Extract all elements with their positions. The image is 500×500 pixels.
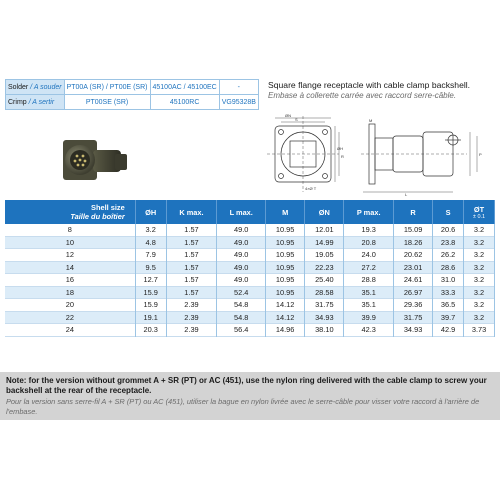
table-cell: 18 (5, 286, 135, 299)
ordering-label-en: Crimp (8, 98, 27, 106)
table-cell: 3.2 (464, 311, 495, 324)
table-cell: 8 (5, 224, 135, 236)
photo-clamp (115, 154, 127, 170)
table-cell: 15.9 (135, 299, 166, 312)
column-header (5, 200, 135, 224)
table-cell: 10 (5, 236, 135, 249)
table-cell: 4.8 (135, 236, 166, 249)
table-cell: 31.0 (433, 274, 464, 287)
column-header (393, 200, 432, 224)
table-cell: 1.57 (166, 236, 217, 249)
ordering-cell: PT00SE (SR) (64, 95, 150, 110)
table-row (5, 224, 495, 236)
table-cell: 15.09 (393, 224, 432, 236)
table-row (5, 236, 495, 249)
table-cell: 1.57 (166, 261, 217, 274)
ordering-cell: VG95328B (219, 95, 258, 110)
table-cell: 35.1 (344, 286, 394, 299)
drawing-label-4: 4×Ø T (305, 186, 317, 191)
column-header-label: K max. (179, 207, 204, 217)
column-header-en: Shell size (91, 203, 125, 212)
connector-photo (55, 128, 135, 198)
table-cell: 22 (5, 311, 135, 324)
table-cell: 26.2 (433, 249, 464, 262)
table-cell: 14.12 (266, 299, 305, 312)
table-cell: 23.8 (433, 236, 464, 249)
column-header (344, 200, 394, 224)
table-cell: 20.62 (393, 249, 432, 262)
table-cell: 14 (5, 261, 135, 274)
table-cell: 35.1 (344, 299, 394, 312)
table-cell: 23.01 (393, 261, 432, 274)
table-cell: 54.8 (217, 299, 266, 312)
table-cell: 31.75 (305, 299, 344, 312)
table-cell: 14.99 (305, 236, 344, 249)
table-cell: 10.95 (266, 261, 305, 274)
product-title: Square flange receptacle with cable clamp backshell. (268, 80, 471, 90)
column-header (266, 200, 305, 224)
dimension-table (5, 200, 495, 337)
table-cell: 16 (5, 274, 135, 287)
table-cell: 3.2 (464, 274, 495, 287)
table-cell: 3.2 (135, 224, 166, 236)
table-cell: 22.23 (305, 261, 344, 274)
table-cell: 10.95 (266, 249, 305, 262)
table-cell: 15.9 (135, 286, 166, 299)
column-header (217, 200, 266, 224)
ordering-cell: PT00A (SR) / PT00E (SR) (64, 80, 150, 95)
table-cell: 26.97 (393, 286, 432, 299)
column-header (433, 200, 464, 224)
table-cell: 12 (5, 249, 135, 262)
table-cell: 3.2 (464, 236, 495, 249)
drawing-label-6: L (405, 192, 408, 197)
table-cell: 31.75 (393, 311, 432, 324)
table-cell: 20.3 (135, 324, 166, 337)
table-cell: 25.40 (305, 274, 344, 287)
table-cell: 3.2 (464, 249, 495, 262)
ordering-row (6, 80, 259, 95)
table-cell: 2.39 (166, 324, 217, 337)
table-cell: 12.7 (135, 274, 166, 287)
table-cell: 7.9 (135, 249, 166, 262)
table-cell: 10.95 (266, 286, 305, 299)
table-cell: 33.3 (433, 286, 464, 299)
table-cell: 2.39 (166, 299, 217, 312)
table-cell: 29.36 (393, 299, 432, 312)
table-row (5, 274, 495, 287)
table-cell: 24.61 (393, 274, 432, 287)
note-box (0, 372, 500, 420)
column-header-label: L max. (229, 207, 253, 217)
column-header (166, 200, 217, 224)
table-cell: 12.01 (305, 224, 344, 236)
drawing-label-2: ØH (337, 146, 343, 151)
table-cell: 39.9 (344, 311, 394, 324)
table-cell: 19.05 (305, 249, 344, 262)
column-header-label: P max. (356, 207, 381, 217)
column-header-label: S (445, 207, 451, 217)
table-cell: 14.12 (266, 311, 305, 324)
table-cell: 49.0 (217, 249, 266, 262)
column-header-fr: Taille du boîtier (70, 212, 125, 221)
table-cell: 19.3 (344, 224, 394, 236)
ordering-row (6, 95, 259, 110)
drawing-label-7: P (479, 152, 482, 157)
drawing-label-5: M (369, 118, 373, 123)
table-cell: 14.96 (266, 324, 305, 337)
column-header (305, 200, 344, 224)
table-cell: 27.2 (344, 261, 394, 274)
table-cell: 49.0 (217, 236, 266, 249)
table-cell: 3.2 (464, 299, 495, 312)
ordering-row-label: Crimp / A sertir (6, 95, 65, 110)
table-cell: 1.57 (166, 286, 217, 299)
table-cell: 9.5 (135, 261, 166, 274)
table-cell: 49.0 (217, 224, 266, 236)
table-cell: 1.57 (166, 274, 217, 287)
table-cell: 19.1 (135, 311, 166, 324)
table-cell: 20.8 (344, 236, 394, 249)
table-cell: 20.6 (433, 224, 464, 236)
column-header (464, 200, 495, 224)
table-row (5, 286, 495, 299)
ordering-cell: 45100AC / 45100EC (150, 80, 219, 95)
table-row (5, 311, 495, 324)
table-cell: 10.95 (266, 274, 305, 287)
table-cell: 42.9 (433, 324, 464, 337)
column-header-tolerance: ± 0.1 (472, 213, 486, 220)
table-cell: 10.95 (266, 236, 305, 249)
ordering-row-label: Solder / A souder (6, 80, 65, 95)
table-row (5, 324, 495, 337)
drawing-label-0: ØN (285, 113, 291, 118)
ordering-label-fr: A souder (33, 83, 62, 91)
table-cell: 1.57 (166, 249, 217, 262)
table-cell: 2.39 (166, 311, 217, 324)
table-cell: 28.58 (305, 286, 344, 299)
table-cell: 24 (5, 324, 135, 337)
table-cell: 49.0 (217, 261, 266, 274)
table-cell: 20 (5, 299, 135, 312)
note-french: Pour la version sans serre-fil A + SR (PT) ou AC (451), utiliser la bague en nylon livrée avec le serre-câble pour visser votre raccord à l'arrière de l'embase. (6, 397, 480, 416)
table-cell: 3.73 (464, 324, 495, 337)
ordering-label-fr: A sertir (32, 98, 55, 106)
table-cell: 56.4 (217, 324, 266, 337)
table-cell: 3.2 (464, 261, 495, 274)
column-header-label: ØT (473, 204, 485, 214)
table-cell: 3.2 (464, 286, 495, 299)
table-cell: 52.4 (217, 286, 266, 299)
table-row (5, 299, 495, 312)
table-row (5, 249, 495, 262)
table-cell: 38.10 (305, 324, 344, 337)
table-cell: 39.7 (433, 311, 464, 324)
table-cell: 49.0 (217, 274, 266, 287)
table-cell: 28.6 (433, 261, 464, 274)
product-title-french: Embase à collerette carrée avec raccord serre-câble. (268, 91, 457, 100)
table-cell: 34.93 (393, 324, 432, 337)
table-cell: 28.8 (344, 274, 394, 287)
ordering-label-en: Solder (8, 83, 29, 91)
table-cell: 18.26 (393, 236, 432, 249)
table-cell: 3.2 (464, 224, 495, 236)
column-header-label: ØN (318, 207, 330, 217)
ordering-table (5, 79, 259, 110)
table-cell: 36.5 (433, 299, 464, 312)
drawing-label-3: R (341, 154, 344, 159)
table-row (5, 261, 495, 274)
table-cell: 10.95 (266, 224, 305, 236)
ordering-cell: - (219, 80, 258, 95)
table-cell: 34.93 (305, 311, 344, 324)
drawing-label-1: S (295, 117, 298, 122)
ordering-cell: 45100RC (150, 95, 219, 110)
column-header (135, 200, 166, 224)
note-english: Note: for the version without grommet A + SR (PT) or AC (451), use the nylon ring delivered with the cable clamp to screw your backshell at the rear of the receptacle. (6, 376, 487, 395)
technical-drawing (265, 110, 497, 198)
table-cell: 24.0 (344, 249, 394, 262)
table-cell: 1.57 (166, 224, 217, 236)
table-cell: 42.3 (344, 324, 394, 337)
table-cell: 54.8 (217, 311, 266, 324)
column-header-label: ØH (145, 207, 157, 217)
column-header-label: M (282, 207, 289, 217)
column-header-label: R (410, 207, 416, 217)
